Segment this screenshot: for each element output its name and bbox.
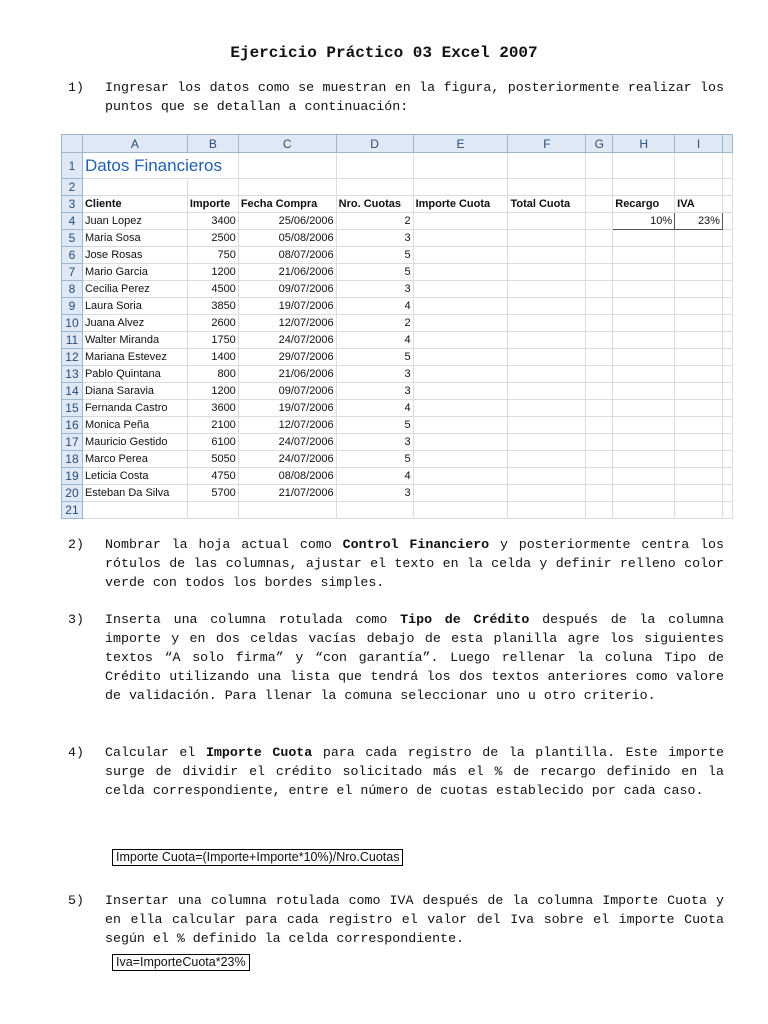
- cell[interactable]: [586, 468, 613, 485]
- column-label-cell[interactable]: Recargo: [613, 196, 675, 213]
- cell[interactable]: [187, 502, 238, 519]
- importe-cuota-cell[interactable]: [413, 485, 508, 502]
- importe-cell[interactable]: 2600: [187, 315, 238, 332]
- row-header[interactable]: 7: [62, 264, 83, 281]
- importe-cell[interactable]: 1200: [187, 264, 238, 281]
- cell[interactable]: [586, 485, 613, 502]
- cell[interactable]: [722, 451, 732, 468]
- nro-cuotas-cell[interactable]: 2: [336, 315, 413, 332]
- table-row: [62, 315, 733, 332]
- cliente-cell[interactable]: Fernanda Castro: [82, 400, 187, 417]
- nro-cuotas-cell[interactable]: 3: [336, 383, 413, 400]
- cell[interactable]: [722, 366, 732, 383]
- step-4: [68, 743, 724, 800]
- cell[interactable]: [586, 213, 613, 230]
- cell[interactable]: [586, 179, 613, 196]
- cell[interactable]: [722, 196, 732, 213]
- row-header[interactable]: 19: [62, 468, 83, 485]
- nro-cuotas-cell[interactable]: 4: [336, 468, 413, 485]
- cliente-cell[interactable]: Pablo Quintana: [82, 366, 187, 383]
- row-header[interactable]: 17: [62, 434, 83, 451]
- cell[interactable]: [613, 153, 675, 179]
- row-header[interactable]: 2: [62, 179, 83, 196]
- cell[interactable]: [675, 349, 723, 366]
- importe-cell[interactable]: 2500: [187, 230, 238, 247]
- cell[interactable]: [586, 417, 613, 434]
- total-cuota-cell[interactable]: [508, 383, 586, 400]
- fecha-compra-cell[interactable]: 21/06/2006: [238, 264, 336, 281]
- row-header[interactable]: 1: [62, 153, 83, 179]
- cell[interactable]: [722, 213, 732, 230]
- cliente-cell[interactable]: Juana Alvez: [82, 315, 187, 332]
- cliente-cell[interactable]: Leticia Costa: [82, 468, 187, 485]
- table-row: [62, 383, 733, 400]
- importe-cell[interactable]: 3850: [187, 298, 238, 315]
- importe-cell[interactable]: 3600: [187, 400, 238, 417]
- cell[interactable]: [722, 468, 732, 485]
- column-header-i[interactable]: I: [675, 135, 723, 153]
- cell[interactable]: [613, 485, 675, 502]
- cell[interactable]: [586, 502, 613, 519]
- cell[interactable]: [675, 383, 723, 400]
- importe-cuota-cell[interactable]: [413, 451, 508, 468]
- importe-cuota-cell[interactable]: [413, 213, 508, 230]
- cell[interactable]: [675, 264, 723, 281]
- table-row: [62, 213, 733, 230]
- cell[interactable]: [613, 400, 675, 417]
- fecha-compra-cell[interactable]: 25/06/2006: [238, 213, 336, 230]
- fecha-compra-cell[interactable]: 29/07/2006: [238, 349, 336, 366]
- row-header[interactable]: 14: [62, 383, 83, 400]
- cell[interactable]: [586, 247, 613, 264]
- row-header[interactable]: 9: [62, 298, 83, 315]
- step-text: Calcular el Importe Cuota para cada registro de la plantilla. Este importe surge de dividir el crédito solicitado más el % de recargo definido en la celda correspondiente, entre el número de cuotas establecido por cada caso.: [105, 745, 724, 798]
- cell[interactable]: [675, 468, 723, 485]
- cliente-cell[interactable]: Marco Perea: [82, 451, 187, 468]
- table-row: [62, 366, 733, 383]
- cell[interactable]: [586, 366, 613, 383]
- table-row: [62, 417, 733, 434]
- nro-cuotas-cell[interactable]: 5: [336, 349, 413, 366]
- cell[interactable]: [586, 400, 613, 417]
- column-header-c[interactable]: C: [238, 135, 336, 153]
- nro-cuotas-cell[interactable]: 4: [336, 298, 413, 315]
- importe-cuota-cell[interactable]: [413, 247, 508, 264]
- cell[interactable]: [675, 179, 723, 196]
- fecha-compra-cell[interactable]: 19/07/2006: [238, 400, 336, 417]
- cell[interactable]: [336, 153, 413, 179]
- total-cuota-cell[interactable]: [508, 434, 586, 451]
- row-header[interactable]: 13: [62, 366, 83, 383]
- fecha-compra-cell[interactable]: 12/07/2006: [238, 315, 336, 332]
- cell[interactable]: [336, 179, 413, 196]
- nro-cuotas-cell[interactable]: 3: [336, 434, 413, 451]
- cell[interactable]: [586, 451, 613, 468]
- iva-value-cell[interactable]: 23%: [675, 213, 723, 230]
- cell[interactable]: [675, 247, 723, 264]
- cell[interactable]: [722, 383, 732, 400]
- column-header-b[interactable]: B: [187, 135, 238, 153]
- select-all-corner[interactable]: [62, 135, 83, 153]
- table-row: [62, 298, 733, 315]
- cell[interactable]: [675, 417, 723, 434]
- step-number: 3): [68, 612, 84, 627]
- row-header[interactable]: 10: [62, 315, 83, 332]
- cell[interactable]: [675, 281, 723, 298]
- table-row: [62, 434, 733, 451]
- cell[interactable]: [613, 349, 675, 366]
- cell[interactable]: [613, 230, 675, 247]
- cell[interactable]: [613, 502, 675, 519]
- fecha-compra-cell[interactable]: 09/07/2006: [238, 383, 336, 400]
- table-row: [62, 485, 733, 502]
- column-label-cell[interactable]: Nro. Cuotas: [336, 196, 413, 213]
- cell[interactable]: [613, 332, 675, 349]
- total-cuota-cell[interactable]: [508, 349, 586, 366]
- fecha-compra-cell[interactable]: 24/07/2006: [238, 434, 336, 451]
- importe-cuota-cell[interactable]: [413, 264, 508, 281]
- cell[interactable]: [722, 485, 732, 502]
- cell[interactable]: [586, 153, 613, 179]
- row-header[interactable]: 3: [62, 196, 83, 213]
- cell[interactable]: [586, 332, 613, 349]
- cliente-cell[interactable]: Walter Miranda: [82, 332, 187, 349]
- cell[interactable]: [613, 468, 675, 485]
- cell[interactable]: [675, 153, 723, 179]
- nro-cuotas-cell[interactable]: 5: [336, 451, 413, 468]
- column-label-cell[interactable]: Importe Cuota: [413, 196, 508, 213]
- total-cuota-cell[interactable]: [508, 485, 586, 502]
- cell[interactable]: [722, 179, 732, 196]
- cell[interactable]: [722, 264, 732, 281]
- column-header-e[interactable]: E: [413, 135, 508, 153]
- column-label-cell[interactable]: Importe: [187, 196, 238, 213]
- total-cuota-cell[interactable]: [508, 264, 586, 281]
- total-cuota-cell[interactable]: [508, 468, 586, 485]
- row-header[interactable]: 6: [62, 247, 83, 264]
- cell[interactable]: [586, 298, 613, 315]
- fecha-compra-cell[interactable]: 08/07/2006: [238, 247, 336, 264]
- cliente-cell[interactable]: Diana Saravia: [82, 383, 187, 400]
- importe-cell[interactable]: 5700: [187, 485, 238, 502]
- step-number: 5): [68, 893, 84, 908]
- cell[interactable]: [586, 264, 613, 281]
- cell[interactable]: [586, 434, 613, 451]
- cell[interactable]: [187, 179, 238, 196]
- cell[interactable]: [613, 298, 675, 315]
- importe-cell[interactable]: 5050: [187, 451, 238, 468]
- cell[interactable]: [722, 230, 732, 247]
- importe-cell[interactable]: 3400: [187, 213, 238, 230]
- cliente-cell[interactable]: Mauricio Gestido: [82, 434, 187, 451]
- cell[interactable]: [675, 485, 723, 502]
- cell[interactable]: [722, 281, 732, 298]
- cell[interactable]: [722, 400, 732, 417]
- step-5: [68, 891, 724, 948]
- cliente-cell[interactable]: Juan Lopez: [82, 213, 187, 230]
- cell[interactable]: [722, 153, 732, 179]
- cell[interactable]: [675, 332, 723, 349]
- table-row: [62, 332, 733, 349]
- cell[interactable]: [675, 315, 723, 332]
- cell[interactable]: [586, 383, 613, 400]
- cell[interactable]: [675, 400, 723, 417]
- cell[interactable]: [613, 315, 675, 332]
- cliente-cell[interactable]: Laura Soria: [82, 298, 187, 315]
- table-row: [62, 247, 733, 264]
- cell[interactable]: [238, 153, 336, 179]
- step-number: 4): [68, 745, 84, 760]
- nro-cuotas-cell[interactable]: 4: [336, 332, 413, 349]
- nro-cuotas-cell[interactable]: 3: [336, 281, 413, 298]
- cliente-cell[interactable]: Mariana Estevez: [82, 349, 187, 366]
- step-number: 2): [68, 537, 84, 552]
- fecha-compra-cell[interactable]: 05/08/2006: [238, 230, 336, 247]
- column-header-h[interactable]: H: [613, 135, 675, 153]
- importe-cuota-cell[interactable]: [413, 315, 508, 332]
- cell[interactable]: [675, 502, 723, 519]
- table-row: [62, 400, 733, 417]
- step-3: [68, 610, 724, 705]
- nro-cuotas-cell[interactable]: 3: [336, 230, 413, 247]
- importe-cuota-cell[interactable]: [413, 281, 508, 298]
- step-number: 1): [68, 80, 84, 95]
- cell[interactable]: [613, 451, 675, 468]
- importe-cell[interactable]: 6100: [187, 434, 238, 451]
- cell[interactable]: [613, 179, 675, 196]
- recargo-value-cell[interactable]: 10%: [613, 213, 675, 230]
- row-header[interactable]: 5: [62, 230, 83, 247]
- total-cuota-cell[interactable]: [508, 247, 586, 264]
- cell[interactable]: [508, 502, 586, 519]
- excel-spreadsheet: [61, 134, 733, 520]
- table-row: [62, 451, 733, 468]
- table-row: [62, 230, 733, 247]
- fecha-compra-cell[interactable]: 21/07/2006: [238, 485, 336, 502]
- cell[interactable]: [238, 502, 336, 519]
- total-cuota-cell[interactable]: [508, 451, 586, 468]
- table-row: [62, 349, 733, 366]
- row-header[interactable]: 15: [62, 400, 83, 417]
- step-2: [68, 535, 724, 592]
- cliente-cell[interactable]: Monica Peña: [82, 417, 187, 434]
- cell[interactable]: [675, 230, 723, 247]
- cell[interactable]: [82, 502, 187, 519]
- column-header-g[interactable]: G: [586, 135, 613, 153]
- total-cuota-cell[interactable]: [508, 213, 586, 230]
- cell[interactable]: [722, 417, 732, 434]
- cell[interactable]: [722, 315, 732, 332]
- cell[interactable]: [508, 153, 586, 179]
- step-text: Inserta una columna rotulada como Tipo de Crédito después de la columna importe y en dos celdas vacías debajo de esta planilla agre los siguientes textos “A solo firma” y “con garantía”. Luego rellenar la coluna Tipo de Crédito utilizando una lista que tendrá los dos textos anteriores como valore de validación. Para llenar la comuna seleccionar uno u otro criterio.: [105, 612, 724, 703]
- cell[interactable]: [722, 434, 732, 451]
- column-label-cell[interactable]: Total Cuota: [508, 196, 586, 213]
- fecha-compra-cell[interactable]: 08/08/2006: [238, 468, 336, 485]
- table-row: [62, 264, 733, 281]
- importe-cell[interactable]: 4750: [187, 468, 238, 485]
- cell[interactable]: [613, 417, 675, 434]
- total-cuota-cell[interactable]: [508, 315, 586, 332]
- column-header-a[interactable]: A: [82, 135, 187, 153]
- importe-cuota-cell[interactable]: [413, 298, 508, 315]
- row-header[interactable]: 4: [62, 213, 83, 230]
- row-header[interactable]: 8: [62, 281, 83, 298]
- importe-cell[interactable]: 4500: [187, 281, 238, 298]
- table-row: [62, 281, 733, 298]
- step-text: Insertar una columna rotulada como IVA después de la columna Importe Cuota y en ella calcular para cada registro el valor del Iva sobre el importe Cuota según el % definido la celda correspondiente.: [105, 893, 724, 946]
- nro-cuotas-cell[interactable]: 2: [336, 213, 413, 230]
- row-header[interactable]: 11: [62, 332, 83, 349]
- nro-cuotas-cell[interactable]: 5: [336, 417, 413, 434]
- cell[interactable]: [722, 332, 732, 349]
- formula-box-importe-cuota: Importe Cuota=(Importe+Importe*10%)/Nro.Cuotas: [112, 849, 403, 866]
- row-header[interactable]: 20: [62, 485, 83, 502]
- column-header-d[interactable]: D: [336, 135, 413, 153]
- cell[interactable]: [675, 434, 723, 451]
- cell[interactable]: [722, 502, 732, 519]
- importe-cuota-cell[interactable]: [413, 366, 508, 383]
- cell[interactable]: [613, 264, 675, 281]
- cell[interactable]: [586, 230, 613, 247]
- cell[interactable]: [613, 366, 675, 383]
- cell[interactable]: [586, 315, 613, 332]
- cliente-cell[interactable]: Maria Sosa: [82, 230, 187, 247]
- importe-cuota-cell[interactable]: [413, 434, 508, 451]
- fecha-compra-cell[interactable]: 12/07/2006: [238, 417, 336, 434]
- cliente-cell[interactable]: Jose Rosas: [82, 247, 187, 264]
- cell[interactable]: [675, 298, 723, 315]
- importe-cell[interactable]: 2100: [187, 417, 238, 434]
- row-header[interactable]: 12: [62, 349, 83, 366]
- column-label-cell[interactable]: Fecha Compra: [238, 196, 336, 213]
- nro-cuotas-cell[interactable]: 5: [336, 247, 413, 264]
- cell[interactable]: [508, 179, 586, 196]
- importe-cell[interactable]: 1750: [187, 332, 238, 349]
- importe-cuota-cell[interactable]: [413, 417, 508, 434]
- step-1: [68, 78, 724, 116]
- cell[interactable]: [613, 434, 675, 451]
- nro-cuotas-cell[interactable]: 3: [336, 366, 413, 383]
- cell[interactable]: [675, 451, 723, 468]
- document-title: Ejercicio Práctico 03 Excel 2007: [230, 44, 538, 62]
- total-cuota-cell[interactable]: [508, 332, 586, 349]
- fecha-compra-cell[interactable]: 19/07/2006: [238, 298, 336, 315]
- sheet-title-cell[interactable]: Datos Financieros: [82, 153, 238, 179]
- importe-cuota-cell[interactable]: [413, 400, 508, 417]
- importe-cell[interactable]: 1200: [187, 383, 238, 400]
- fecha-compra-cell[interactable]: 21/06/2006: [238, 366, 336, 383]
- cell[interactable]: [613, 247, 675, 264]
- column-label-cell[interactable]: Cliente: [82, 196, 187, 213]
- cliente-cell[interactable]: Esteban Da Silva: [82, 485, 187, 502]
- cell[interactable]: [722, 247, 732, 264]
- nro-cuotas-cell[interactable]: 5: [336, 264, 413, 281]
- row-header[interactable]: 21: [62, 502, 83, 519]
- column-label-cell[interactable]: IVA: [675, 196, 723, 213]
- cell[interactable]: [238, 179, 336, 196]
- spreadsheet-grid: [61, 134, 733, 519]
- cell[interactable]: [675, 366, 723, 383]
- cell[interactable]: [336, 502, 413, 519]
- cell[interactable]: [82, 179, 187, 196]
- importe-cell[interactable]: 750: [187, 247, 238, 264]
- fecha-compra-cell[interactable]: 24/07/2006: [238, 451, 336, 468]
- cell[interactable]: [613, 383, 675, 400]
- total-cuota-cell[interactable]: [508, 281, 586, 298]
- importe-cell[interactable]: 1400: [187, 349, 238, 366]
- cell[interactable]: [413, 153, 508, 179]
- importe-cuota-cell[interactable]: [413, 230, 508, 247]
- cell[interactable]: [586, 349, 613, 366]
- cliente-cell[interactable]: Cecilia Perez: [82, 281, 187, 298]
- fecha-compra-cell[interactable]: 24/07/2006: [238, 332, 336, 349]
- cliente-cell[interactable]: Mario Garcia: [82, 264, 187, 281]
- nro-cuotas-cell[interactable]: 4: [336, 400, 413, 417]
- importe-cuota-cell[interactable]: [413, 349, 508, 366]
- table-row: [62, 468, 733, 485]
- importe-cuota-cell[interactable]: [413, 332, 508, 349]
- cell[interactable]: [413, 502, 508, 519]
- nro-cuotas-cell[interactable]: 3: [336, 485, 413, 502]
- total-cuota-cell[interactable]: [508, 400, 586, 417]
- cell[interactable]: [586, 281, 613, 298]
- cell[interactable]: [722, 349, 732, 366]
- cell[interactable]: [722, 298, 732, 315]
- cell[interactable]: [413, 179, 508, 196]
- cell[interactable]: [613, 281, 675, 298]
- column-label-cell[interactable]: [586, 196, 613, 213]
- fecha-compra-cell[interactable]: 09/07/2006: [238, 281, 336, 298]
- column-header-f[interactable]: F: [508, 135, 586, 153]
- importe-cell[interactable]: 800: [187, 366, 238, 383]
- total-cuota-cell[interactable]: [508, 417, 586, 434]
- total-cuota-cell[interactable]: [508, 230, 586, 247]
- formula-box-iva: Iva=ImporteCuota*23%: [112, 954, 250, 971]
- column-header-overflow[interactable]: [722, 135, 732, 153]
- total-cuota-cell[interactable]: [508, 366, 586, 383]
- row-header[interactable]: 16: [62, 417, 83, 434]
- step-text: Ingresar los datos como se muestran en la figura, posteriormente realizar los puntos que se detallan a continuación:: [105, 80, 724, 114]
- importe-cuota-cell[interactable]: [413, 468, 508, 485]
- step-text: Nombrar la hoja actual como Control Financiero y posteriormente centra los rótulos de las columnas, ajustar el texto en la celda y definir relleno color verde con todos los bordes simples.: [105, 537, 724, 590]
- row-header[interactable]: 18: [62, 451, 83, 468]
- total-cuota-cell[interactable]: [508, 298, 586, 315]
- importe-cuota-cell[interactable]: [413, 383, 508, 400]
